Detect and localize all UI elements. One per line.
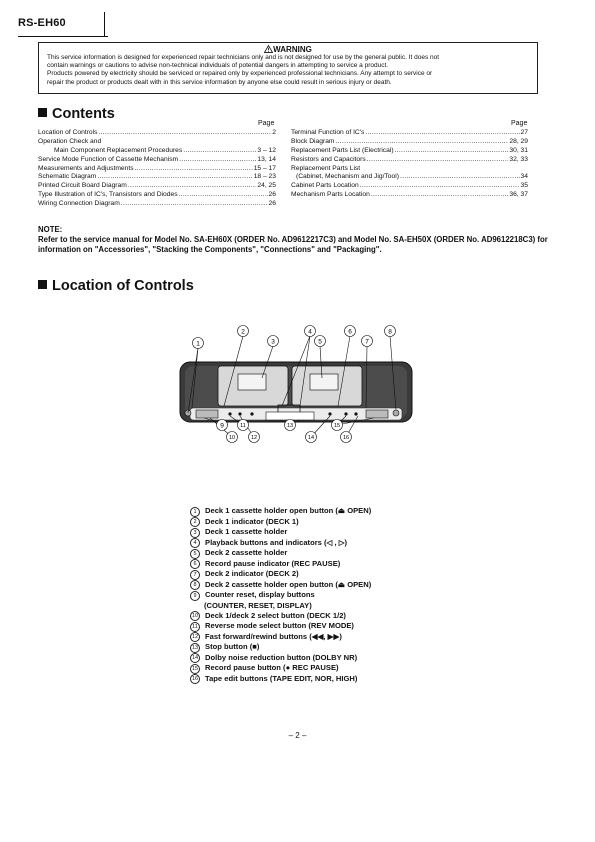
svg-text:13: 13 [286,423,294,430]
legend-item: 5 Deck 2 cassette holder [190,548,371,559]
svg-text:2: 2 [241,328,245,336]
toc-entry[interactable]: Mechanism Parts Location ..... 36, 37 [291,191,528,200]
warning-line: contain warnings or cautions to advise non-technical individuals of potential dangers in attempting to service a product. [47,62,389,70]
callout-2 [238,326,249,337]
legend-item: 12 Fast forward/rewind buttons (◀◀, ▶▶) [191,631,342,641]
svg-text:7: 7 [365,338,369,346]
callout-16 [341,432,352,443]
warning-triangle-icon [264,45,273,53]
contents-page-header-left: Page [258,120,275,127]
toc-entry[interactable]: (Cabinet, Mechanism and Jig/Tool) ..... 34 [291,173,528,182]
contents-list-right [291,129,528,200]
legend-item: 4 Playback buttons and indicators (◁ , ▷) [190,538,371,549]
toc-entry[interactable]: Wiring Connection Diagram ..... 26 [38,200,276,209]
svg-text:16: 16 [342,435,350,442]
warning-title-text: WARNING [273,45,312,54]
toc-entry[interactable]: Location of Controls ..... 2 [38,129,276,138]
callout-3 [268,336,279,347]
callout-15 [332,420,343,431]
callout-7 [362,336,373,347]
legend-item: 14 Dolby noise reduction button (DOLBY NR) [191,652,358,662]
toc-entry[interactable]: Cabinet Parts Location ..... 35 [291,182,528,191]
legend-item: 13 Stop button (■) [191,642,260,652]
note-label: NOTE: [38,225,63,234]
legend-item: 8 Deck 2 cassette holder open button (⏏ OPEN) [190,580,371,591]
svg-text:15: 15 [333,423,341,430]
legend-item: 2 Deck 1 indicator (DECK 1) [190,517,371,528]
legend-item: 9 Counter reset, display buttons [190,590,371,601]
toc-entry[interactable]: Printed Circuit Board Diagram ..... 24, 25 [38,182,276,191]
svg-text:4: 4 [308,328,312,336]
callout-5 [315,336,326,347]
legend-item: 7 Deck 2 indicator (DECK 2) [190,569,371,580]
square-bullet-icon [38,280,47,289]
warning-line: This service information is designed for experienced repair technicians only and is not designed for use by the general public. It does not [47,54,440,61]
header-divider [104,12,105,36]
callout-8 [385,326,396,337]
contents-page-header-right: Page [511,120,528,127]
warning-line: repair the product or products dealt with in this service information by anyone else could result in serious injury or death. [47,78,392,86]
callout-4 [305,326,316,337]
svg-text:5: 5 [318,338,322,346]
legend-item: 15 Record pause button (● REC PAUSE) [191,663,339,673]
warning-text [39,54,537,87]
note-text: Refer to the service manual for Model No. SA-EH60X (ORDER No. AD9612217C3) and Model No. SA-EH50X (ORDER No. AD9612218C3) for information on "Accessories", "Stacking the Components", "Connections" and "Packaging". [38,235,548,254]
callout-6 [345,326,356,337]
svg-text:8: 8 [388,328,392,336]
warning-title [39,45,537,54]
legend-item: 10 Deck 1/deck 2 select button (DECK 1/2) [191,610,346,620]
toc-entry[interactable]: Block Diagram ..... 28, 29 [291,138,528,147]
square-bullet-icon [38,108,47,117]
svg-text:9: 9 [220,422,224,430]
toc-entry[interactable]: Main Component Replacement Procedures ..... 3 – 12 [38,147,276,156]
legend-item: 1 Deck 1 cassette holder open button (⏏ OPEN) [190,506,371,517]
svg-text:12: 12 [250,435,258,442]
cassette-deck-illustration [170,322,420,447]
svg-text:10: 10 [228,435,236,442]
callout-10 [227,432,238,443]
deck-diagram [170,322,420,452]
toc-entry: Replacement Parts List [291,164,361,172]
warning-line: Products powered by electricity should be serviced or repaired only by experienced professional technicians. Any attempt to service or [47,70,433,78]
legend-item: 3 Deck 1 cassette holder [190,527,371,538]
toc-entry[interactable]: Service Mode Function of Cassette Mechanism ..... 13, 14 [38,156,276,165]
callout-11 [238,420,249,431]
svg-text:11: 11 [240,423,246,430]
contents-list-left [38,129,276,209]
callout-13 [285,420,296,431]
callout-1 [193,338,204,349]
callout-12 [249,432,260,443]
toc-entry[interactable]: Resistors and Capacitors ..... 32, 33 [291,156,528,165]
callout-14 [306,432,317,443]
toc-entry[interactable]: Type Illustration of IC's, Transistors and Diodes ..... 26 [38,191,276,200]
header-underline [18,36,108,37]
legend-item-continuation: (COUNTER, RESET, DISPLAY) [204,600,312,610]
warning-box [38,42,538,94]
toc-entry[interactable]: Terminal Function of IC's ..... 27 [291,129,528,138]
toc-entry: Operation Check and [38,137,102,145]
contents-heading: Contents [38,106,115,122]
svg-text:14: 14 [307,435,315,442]
model-number: RS-EH60 [18,17,66,29]
svg-text:3: 3 [271,338,275,346]
toc-entry[interactable]: Schematic Diagram ..... 18 – 23 [38,173,276,182]
location-heading: Location of Controls [38,278,194,294]
legend-item: 6 Record pause indicator (REC PAUSE) [190,559,371,570]
page-number: – 2 – [288,731,307,740]
toc-entry[interactable]: Replacement Parts List (Electrical) ..... 30, 31 [291,147,528,156]
legend-item: 11 Reverse mode select button (REV MODE) [190,621,371,632]
svg-text:6: 6 [348,328,352,336]
note-block [38,225,548,255]
callout-9 [217,420,228,431]
controls-legend [190,506,371,684]
legend-item: 16 Tape edit buttons (TAPE EDIT, NOR, HIGH) [191,673,358,683]
toc-entry[interactable]: Measurements and Adjustments ..... 15 – 17 [38,165,276,174]
svg-text:1: 1 [196,340,200,348]
